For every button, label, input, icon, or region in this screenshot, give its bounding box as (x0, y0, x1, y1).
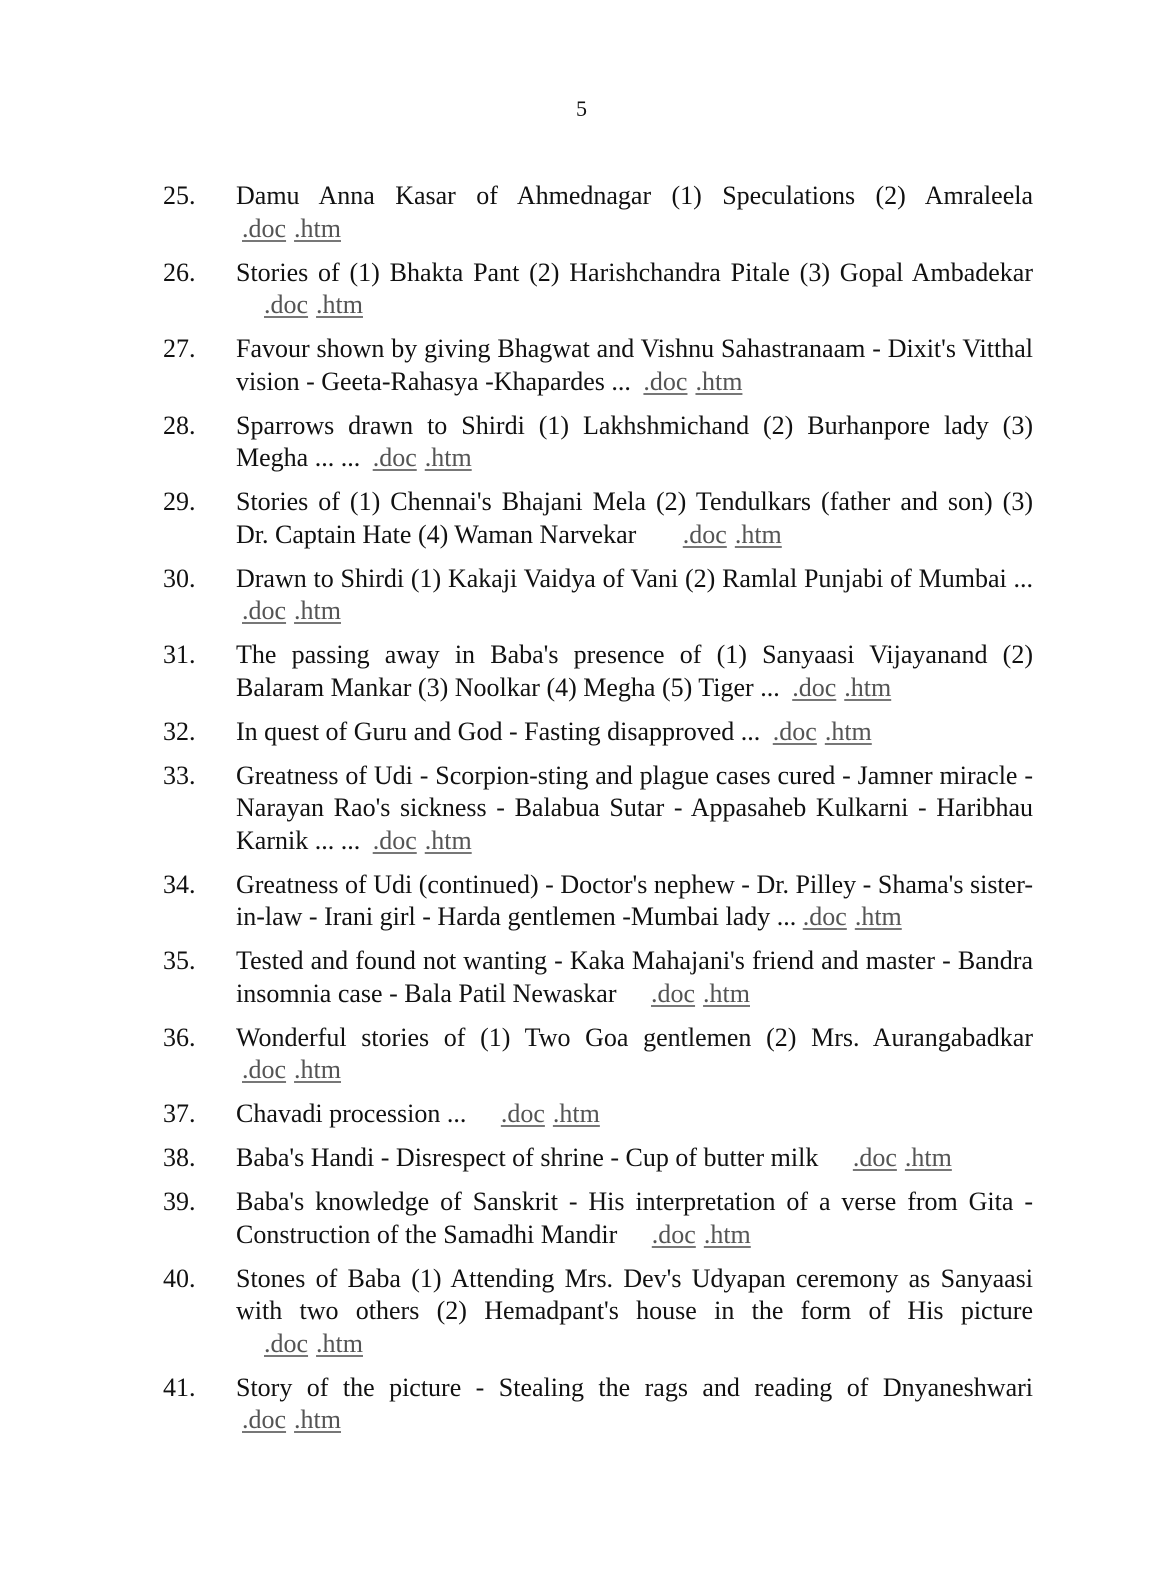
chapter-number: 39. (163, 1187, 196, 1216)
chapter-number: 33. (163, 760, 196, 790)
htm-link[interactable]: .htm (695, 366, 743, 396)
htm-link[interactable]: .htm (316, 1328, 363, 1358)
chapter-title: Drawn to Shirdi (1) Kakaji Vaidya of Vani (2) Ramlal Punjabi of Mumbai ... .doc .htm (236, 563, 1033, 625)
htm-link[interactable]: .htm (316, 290, 363, 319)
chapter-title: Greatness of Udi (continued) - Doctor's nephew - Dr. Pilley - Shama's sister-in-law - Irani girl - Harda gentlemen -Mumbai lady ... .doc .htm (236, 869, 1033, 931)
doc-link[interactable]: .doc (264, 1328, 309, 1358)
htm-link[interactable]: .htm (552, 1099, 600, 1128)
list-item (163, 945, 1033, 1010)
doc-link[interactable]: .doc (651, 1219, 696, 1249)
chapter-number: 25. (163, 181, 196, 210)
list-item (163, 1372, 1033, 1437)
list-item (163, 1022, 1033, 1087)
chapter-title: Story of the picture - Stealing the rags and reading of Dnyaneshwari .doc .htm (236, 1372, 1033, 1434)
htm-link[interactable]: .htm (703, 978, 750, 1008)
chapter-number: 36. (163, 1022, 196, 1052)
chapter-title: Chavadi procession ... .doc .htm (236, 1099, 600, 1128)
list-item (163, 410, 1033, 475)
htm-link[interactable]: .htm (294, 1055, 341, 1084)
chapter-title: Wonderful stories of (1) Two Goa gentlemen (2) Mrs. Aurangabadkar .doc .htm (236, 1022, 1033, 1084)
chapter-number: 26. (163, 257, 196, 287)
doc-link[interactable]: .doc (372, 443, 417, 472)
chapter-title: Tested and found not wanting - Kaka Mahajani's friend and master - Bandra insomnia case - Bala Patil Newaskar .doc .htm (236, 946, 1033, 1008)
list-item (163, 180, 1033, 245)
chapter-number: 41. (163, 1372, 196, 1402)
list-item (163, 1098, 1033, 1131)
chapter-number: 30. (163, 563, 196, 593)
htm-link[interactable]: .htm (734, 519, 782, 549)
htm-link[interactable]: .htm (904, 1143, 952, 1172)
chapter-title: Sparrows drawn to Shirdi (1) Lakhshmichand (2) Burhanpore lady (3) Megha ... ... .doc .htm (236, 410, 1033, 472)
chapter-number: 37. (163, 1099, 196, 1128)
chapter-number: 29. (163, 487, 196, 516)
htm-link[interactable]: .htm (844, 672, 892, 702)
doc-link[interactable]: .doc (682, 519, 727, 549)
chapter-title: Stories of (1) Bhakta Pant (2) Harishchandra Pitale (3) Gopal Ambadekar .doc .htm (236, 257, 1033, 319)
chapter-title: The passing away in Baba's presence of (1) Sanyaasi Vijayanand (2) Balaram Mankar (3) Noolkar (4) Megha (5) Tiger ... .doc .htm (236, 640, 1033, 702)
chapter-number: 38. (163, 1143, 196, 1172)
chapter-title: Baba's knowledge of Sanskrit - His interpretation of a verse from Gita - Construction of the Samadhi Mandir .doc .htm (236, 1187, 1033, 1249)
chapter-number: 34. (163, 869, 196, 899)
htm-link[interactable]: .htm (294, 213, 341, 243)
htm-link[interactable]: .htm (294, 1405, 341, 1434)
list-item (163, 1186, 1033, 1251)
list-item (163, 760, 1033, 858)
chapter-title: Favour shown by giving Bhagwat and Vishnu Sahastranaam - Dixit's Vitthal vision - Geeta-Rahasya -Khapardes ... .doc .htm (236, 334, 1033, 396)
chapter-number: 40. (163, 1263, 196, 1293)
chapter-title: Damu Anna Kasar of Ahmednagar (1) Speculations (2) Amraleela .doc .htm (236, 181, 1033, 243)
list-item (163, 486, 1033, 551)
list-item (163, 563, 1033, 628)
htm-link[interactable]: .htm (824, 716, 872, 746)
htm-link[interactable]: .htm (294, 596, 341, 625)
doc-link[interactable]: .doc (651, 978, 696, 1008)
htm-link[interactable]: .htm (854, 902, 902, 931)
list-item (163, 1263, 1033, 1361)
list-item (163, 869, 1033, 934)
doc-link[interactable]: .doc (264, 290, 309, 319)
doc-link[interactable]: .doc (242, 596, 287, 625)
chapter-title: Stones of Baba (1) Attending Mrs. Dev's Udyapan ceremony as Sanyaasi with two others (2) Hemadpant's house in the form of His picture .doc .htm (236, 1263, 1033, 1358)
chapter-title: Baba's Handi - Disrespect of shrine - Cup of butter milk .doc .htm (236, 1143, 952, 1172)
htm-link[interactable]: .htm (703, 1219, 751, 1249)
chapter-number: 35. (163, 946, 196, 975)
htm-link[interactable]: .htm (424, 443, 472, 472)
page-number: 5 (576, 96, 587, 121)
doc-link[interactable]: .doc (772, 716, 817, 746)
list-item (163, 257, 1033, 322)
doc-link[interactable]: .doc (802, 902, 847, 931)
doc-link[interactable]: .doc (242, 213, 287, 243)
doc-link[interactable]: .doc (242, 1405, 287, 1434)
chapter-title: Stories of (1) Chennai's Bhajani Mela (2) Tendulkars (father and son) (3) Dr. Captain Hate (4) Waman Narvekar .doc .htm (236, 487, 1033, 549)
list-item (163, 333, 1033, 398)
chapter-number: 31. (163, 640, 196, 669)
list-item (163, 639, 1033, 704)
chapter-number: 32. (163, 716, 196, 746)
chapter-title: In quest of Guru and God - Fasting disapproved ... .doc .htm (236, 716, 872, 746)
doc-link[interactable]: .doc (643, 366, 688, 396)
chapter-number: 27. (163, 334, 196, 363)
htm-link[interactable]: .htm (424, 825, 472, 855)
chapter-title: Greatness of Udi - Scorpion-sting and plague cases cured - Jamner miracle - Narayan Rao's sickness - Balabua Sutar - Appasaheb Kulkarni - Haribhau Karnik ... ... .doc .htm (236, 760, 1033, 855)
list-item (163, 716, 1033, 749)
doc-link[interactable]: .doc (792, 672, 837, 702)
doc-link[interactable]: .doc (500, 1099, 545, 1128)
doc-link[interactable]: .doc (242, 1055, 287, 1084)
chapter-list (163, 180, 1033, 1448)
chapter-number: 28. (163, 410, 196, 440)
list-item (163, 1142, 1033, 1175)
doc-link[interactable]: .doc (852, 1143, 897, 1172)
doc-link[interactable]: .doc (372, 825, 417, 855)
